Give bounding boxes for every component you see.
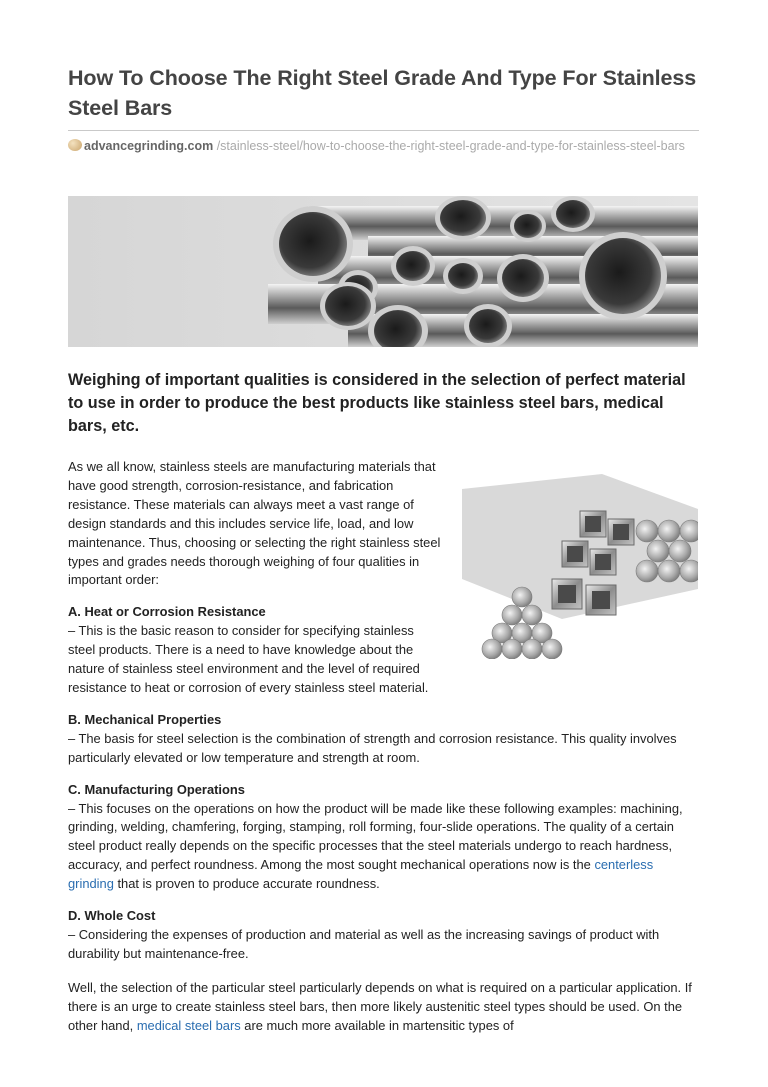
section-heading: C. Manufacturing Operations [68, 781, 245, 797]
section-a [68, 603, 443, 698]
section-d [68, 907, 699, 964]
section-c [68, 781, 699, 894]
source-path[interactable]: /stainless-steel/how-to-choose-the-right-steel-grade-and-type-for-stainless-steel-bars [216, 139, 685, 153]
closing-paragraph: Well, the selection of the particular steel particularly depends on what is required on a particular application. If there is an urge to create stainless steel bars, then more likely austenitic steel types should be used. On the other hand, medical steel bars are much more available in martensitic types of [68, 979, 692, 1033]
page-title: How To Choose The Right Steel Grade And Type For Stainless Steel Bars [68, 66, 697, 120]
centerless-grinding-link[interactable]: centerless grinding [68, 857, 654, 892]
section-text: – Considering the expenses of production and material as well as the increasing savings of product with durability but maintenance-free. [68, 926, 660, 961]
section-heading: D. Whole Cost [68, 908, 156, 924]
section-b [68, 711, 699, 768]
section-heading: A. Heat or Corrosion Resistance [68, 604, 266, 620]
section-text: – The basis for steel selection is the combination of strength and corrosion resistance. This quality involves particularly elevated or low temperature and strength at room. [68, 730, 677, 765]
section-text: – This is the basic reason to consider for specifying stainless steel products. There is a need to have knowledge about the nature of stainless steel environment and the level of required resistance to heat or corrosion of every stainless steel material. [68, 623, 429, 695]
intro-paragraph: As we all know, stainless steels are manufacturing materials that have good strength, corrosion-resistance, and fabrication resistance. These materials can always meet a vast range of design standards and this includes service life, load, and low maintenance. Thus, choosing or selecting the right stainless steel types and grades needs thorough weighing of four qualities in important order: [68, 459, 441, 588]
medical-steel-bars-link[interactable]: medical steel bars [136, 1017, 241, 1033]
article-body [68, 458, 699, 1035]
section-text: – This focuses on the operations on how the product will be made like these following examples: machining, grinding, welding, chamfering, forging, stamping, roll forming, four-slide operations. The quality of a certain steel product really depends on the specific processes that the steel materials undergo to reach hardness, accuracy, and perfect roundness. Among the most sought mechanical operations now is the centerless grinding that is proven to produce accurate roundness. [68, 800, 683, 892]
section-heading: B. Mechanical Properties [68, 711, 222, 727]
hero-image-steel-tubes [68, 196, 698, 347]
title-divider [68, 130, 699, 131]
lead-paragraph: Weighing of important qualities is considered in the selection of perfect material to use in order to produce the best products like stainless steel bars, medical bars, etc. [68, 371, 686, 435]
document-page [68, 0, 699, 1033]
site-favicon-icon [68, 139, 82, 151]
tube-bundle [268, 196, 698, 347]
source-line[interactable] [68, 139, 699, 153]
source-domain[interactable]: advancegrinding.com [84, 139, 214, 153]
